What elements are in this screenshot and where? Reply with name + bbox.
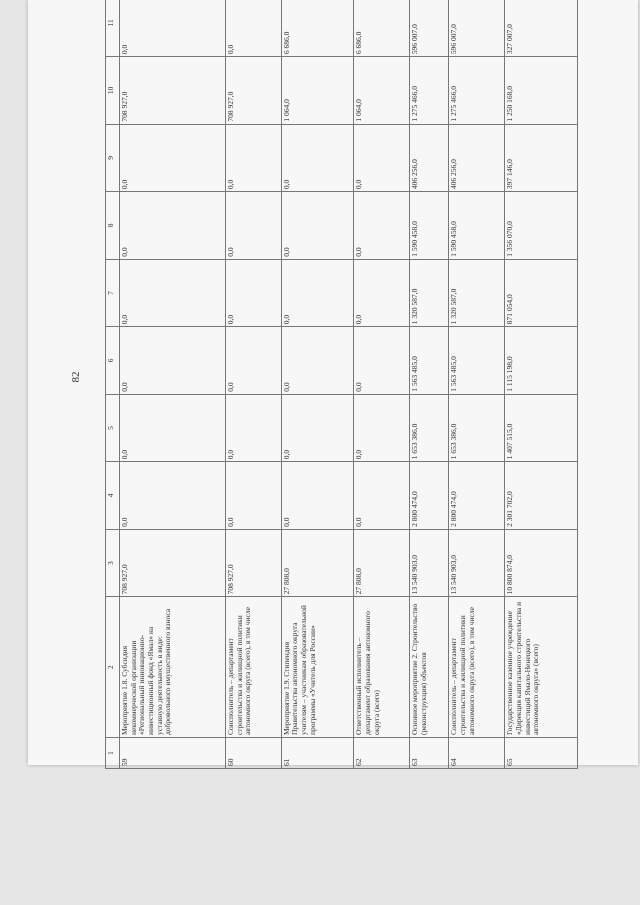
table-cell-value: 1 275 466,0	[449, 57, 505, 125]
page-number: 82	[70, 371, 82, 383]
table-cell-value: 871 054,0	[505, 259, 578, 327]
column-header: 6	[106, 327, 120, 395]
table-cell-value: 1 064,0	[354, 57, 410, 125]
table-cell-value: 1 320 587,0	[410, 259, 449, 327]
table-cell-value: 1 563 485,0	[449, 327, 505, 395]
column-header: 9	[106, 124, 120, 192]
column-header: 5	[106, 394, 120, 462]
table-row	[505, 0, 578, 769]
column-header: 10	[106, 57, 120, 125]
table-row	[225, 0, 281, 769]
table-row	[410, 0, 449, 769]
table-cell-value: 0,0	[354, 192, 410, 260]
table-cell-value: 0,0	[225, 0, 281, 57]
row-number: 62	[354, 738, 410, 769]
column-header: 2	[106, 597, 120, 738]
table-cell-value: 596 007,0	[449, 0, 505, 57]
table-cell-value: 1 563 485,0	[410, 327, 449, 395]
row-number: 61	[281, 738, 354, 769]
table-cell-value: 1 250 168,0	[505, 57, 578, 125]
rotated-table-container	[105, 0, 578, 769]
row-number: 63	[410, 738, 449, 769]
row-description: Соисполнитель – департамент строительства и жилищной политики автономного округа (всего), в том числе	[225, 597, 281, 738]
table-cell-value: 0,0	[120, 192, 226, 260]
row-description: Мероприятие 1.9. Стипендия Правительства автономного округа учителям – участникам образовательной программы «Учитель для России»	[281, 597, 354, 738]
column-header: 1	[106, 738, 120, 769]
column-header: 4	[106, 462, 120, 530]
table-cell-value: 0,0	[225, 124, 281, 192]
row-number: 60	[225, 738, 281, 769]
budget-table	[105, 0, 578, 769]
table-cell-value: 0,0	[120, 0, 226, 57]
table-row	[120, 0, 226, 769]
table-cell-value: 13 540 903,0	[410, 529, 449, 597]
table-cell-value: 27 808,0	[281, 529, 354, 597]
table-cell-value: 6 686,0	[354, 0, 410, 57]
table-cell-value: 1 275 466,0	[410, 57, 449, 125]
table-cell-value: 0,0	[225, 394, 281, 462]
table-cell-value: 596 007,0	[410, 0, 449, 57]
row-description: Основное мероприятие 2. Строительство (реконструкция) объектов	[410, 597, 449, 738]
row-description: Мероприятие 1.8. Субсидия некоммерческой организации «Региональный инновационно-инвестиционный фонд «Ямал» на уставную деятельность в виде: добровольного имущественного взноса	[120, 597, 226, 738]
table-cell-value: 397 146,0	[505, 124, 578, 192]
table-cell-value: 708 927,0	[120, 529, 226, 597]
table-cell-value: 327 007,0	[505, 0, 578, 57]
row-number: 65	[505, 738, 578, 769]
row-number: 64	[449, 738, 505, 769]
table-row	[354, 0, 410, 769]
table-cell-value: 406 256,0	[449, 124, 505, 192]
table-cell-value: 6 686,0	[281, 0, 354, 57]
row-description: Государственное казенное учреждение «Дирекция капитального строительства и инвестиций Ямало-Ненецкого автономного округа» (всего)	[505, 597, 578, 738]
table-cell-value: 0,0	[281, 259, 354, 327]
table-cell-value: 0,0	[281, 394, 354, 462]
table-cell-value: 0,0	[281, 124, 354, 192]
table-cell-value: 708 927,0	[225, 529, 281, 597]
table-cell-value: 0,0	[354, 124, 410, 192]
table-cell-value: 1 356 070,0	[505, 192, 578, 260]
table-row	[449, 0, 505, 769]
table-cell-value: 0,0	[225, 259, 281, 327]
table-cell-value: 2 800 474,0	[410, 462, 449, 530]
table-cell-value: 0,0	[120, 394, 226, 462]
table-cell-value: 2 301 702,0	[505, 462, 578, 530]
table-cell-value: 0,0	[120, 124, 226, 192]
table-cell-value: 1 653 386,0	[449, 394, 505, 462]
table-header-row	[106, 0, 120, 769]
table-cell-value: 0,0	[354, 462, 410, 530]
column-header: 11	[106, 0, 120, 57]
table-cell-value: 0,0	[225, 192, 281, 260]
column-header: 3	[106, 529, 120, 597]
table-cell-value: 0,0	[225, 462, 281, 530]
table-cell-value: 0,0	[120, 327, 226, 395]
table-cell-value: 708 927,0	[225, 57, 281, 125]
table-cell-value: 0,0	[354, 394, 410, 462]
table-cell-value: 0,0	[354, 327, 410, 395]
table-cell-value: 1 115 198,0	[505, 327, 578, 395]
table-cell-value: 708 927,0	[120, 57, 226, 125]
table-cell-value: 1 590 458,0	[410, 192, 449, 260]
table-body	[120, 0, 578, 769]
table-cell-value: 0,0	[120, 462, 226, 530]
table-cell-value: 0,0	[354, 259, 410, 327]
table-cell-value: 0,0	[120, 259, 226, 327]
table-cell-value: 1 320 587,0	[449, 259, 505, 327]
table-cell-value: 1 064,0	[281, 57, 354, 125]
table-cell-value: 1 407 515,0	[505, 394, 578, 462]
table-cell-value: 0,0	[281, 327, 354, 395]
table-cell-value: 0,0	[225, 327, 281, 395]
table-cell-value: 13 540 903,0	[449, 529, 505, 597]
table-cell-value: 0,0	[281, 462, 354, 530]
row-number: 59	[120, 738, 226, 769]
table-row	[281, 0, 354, 769]
table-cell-value: 2 800 474,0	[449, 462, 505, 530]
table-cell-value: 1 653 386,0	[410, 394, 449, 462]
row-description: Ответственный исполнитель – департамент образования автономного округа (всего)	[354, 597, 410, 738]
table-cell-value: 1 590 458,0	[449, 192, 505, 260]
column-header: 7	[106, 259, 120, 327]
table-cell-value: 0,0	[281, 192, 354, 260]
table-cell-value: 10 800 874,0	[505, 529, 578, 597]
table-cell-value: 406 256,0	[410, 124, 449, 192]
row-description: Соисполнитель – департамент строительства и жилищной политики автономного округа (всего), в том числе	[449, 597, 505, 738]
column-header: 8	[106, 192, 120, 260]
table-cell-value: 27 808,0	[354, 529, 410, 597]
